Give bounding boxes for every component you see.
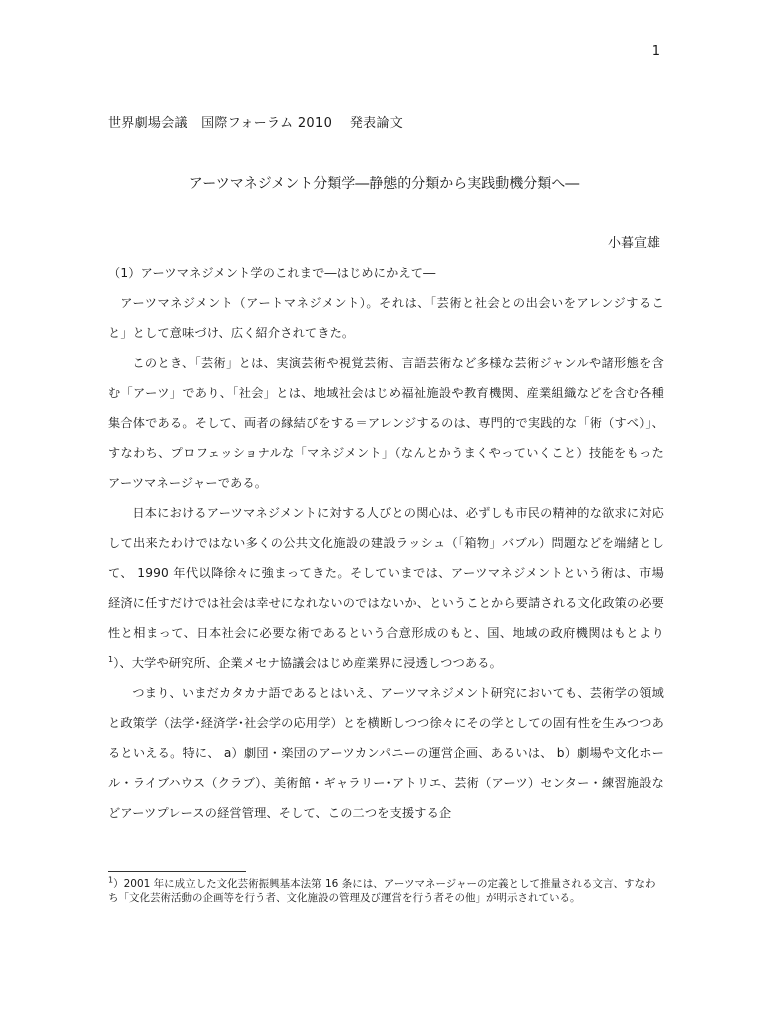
footnote-divider (108, 871, 246, 872)
author-name: 小暮宣雄 (607, 236, 660, 251)
footnote-reference[interactable]: 1 (108, 654, 114, 664)
paper-title: アーツマネジメント分類学―静態的分類から実践動機分類へ― (188, 176, 580, 192)
paragraph-3-continuation: ）、大学や研究所、企業メセナ協議会はじめ産業界に浸透しつつある。 (113, 656, 502, 670)
conference-header: 世界劇場会議 国際フォーラム 2010 発表論文 (108, 116, 404, 131)
paragraph-4: つまり、いまだカタカナ語であるとはいえ、アーツマネジメント研究においても、芸術学の領域と政策学（法学･経済学･社会学の応用学）とを横断しつつ徐々にその学としての固有性を生みつつあるといえる。特に、 a）劇団・楽団のアーツカンパニーの運営企画、あるいは、 b）劇場や文化ホール・ライブハウス（クラブ）、美術館・ギャラリー･アトリエ、芸術（アーツ）センター・練習施設などアーツプレースの経営管理、そして、この二つを支援する企 (108, 686, 664, 820)
footnote (108, 877, 664, 905)
paragraph-1: アーツマネジメント（アートマネジメント）。それは、「芸術と社会との出会いをアレンジすること」として意味づけ、広く紹介されてきた。 (108, 296, 664, 340)
section-heading: （1）アーツマネジメント学のこれまで―はじめにかえて― (108, 266, 436, 280)
footnote-text: ）2001 年に成立した文化芸術振興基本法第 16 条には、アーツマネージャーの定義として推量される文言、すなわち「文化芸術活動の企画等を行う者、文化施設の管理及び運営を行う者その他」が明示されている。 (108, 878, 656, 904)
footnote-marker: 1 (108, 875, 114, 885)
body-text (108, 258, 664, 828)
paragraph-2: このとき、「芸術」とは、実演芸術や視覚芸術、言語芸術など多様な芸術ジャンルや諸形態を含む「アーツ」であり、「社会」とは、地域社会はじめ福祉施設や教育機関、産業組織などを含む各種集合体である。そして、両者の縁結びをする＝アレンジするのは、専門的で実践的な「術（すべ）」、すなわち、プロフェッショナルな「マネジメント」（なんとかうまくやっていくこと）技能をもったアーツマネージャーである。 (108, 356, 664, 490)
paragraph-3 (108, 498, 664, 678)
paragraph-3-text: 日本におけるアーツマネジメントに対する人びとの関心は、必ずしも市民の精神的な欲求に対応して出来たわけではない多くの公共文化施設の建設ラッシュ（「箱物」バブル）問題などを端緒として、 1990 年代以降徐々に強まってきた。そしていまでは、アーツマネジメントという術は、市場経済に任すだけでは社会は幸せになれないのではないか、ということから要請される文化政策の必要性と相まって、日本社会に必要な術であるという合意形成のもと、国、地域の政府機関はもとより (108, 506, 664, 640)
page-number: 1 (651, 44, 660, 59)
